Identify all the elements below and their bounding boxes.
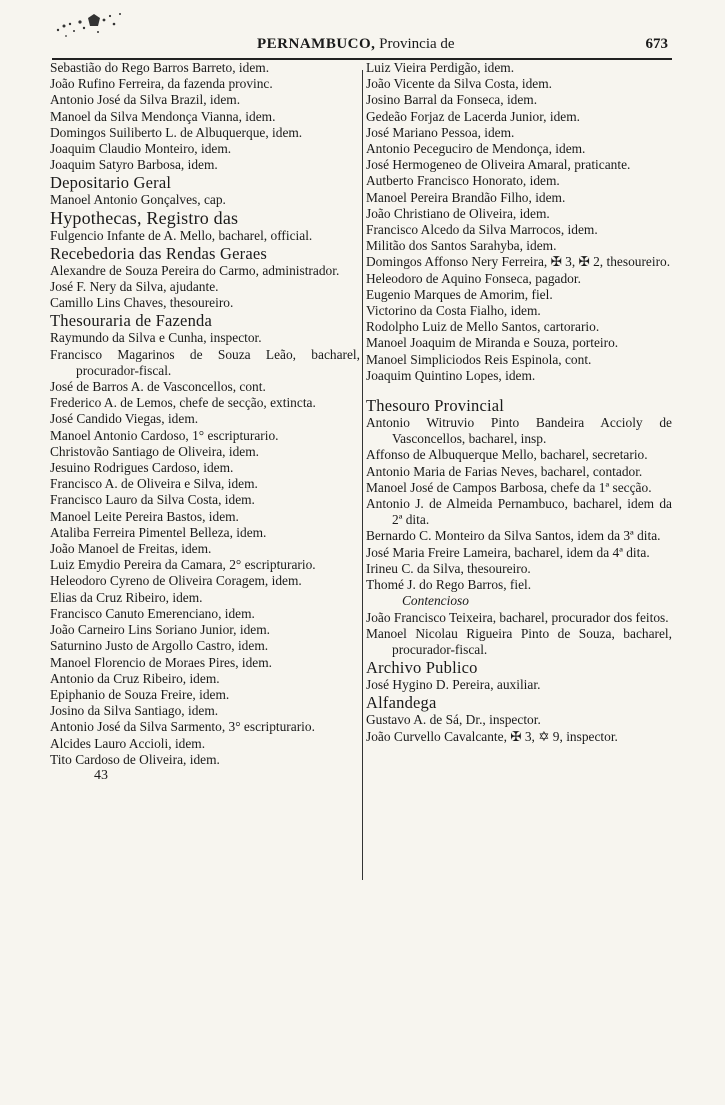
- directory-entry: Domingos Affonso Nery Ferreira, ✠ 3, ✠ 2, thesoureiro.: [366, 254, 671, 270]
- directory-entry: Gustavo A. de Sá, Dr., inspector.: [366, 712, 541, 728]
- directory-entry: Raymundo da Silva e Cunha, inspector.: [50, 330, 262, 346]
- thesouraria-list: [50, 330, 360, 767]
- directory-entry: Antonio Witruvio Pinto Bandeira Accioly de Vasconcellos, bacharel, insp.: [366, 415, 672, 447]
- directory-entry: Eugenio Marques de Amorim, fiel.: [366, 286, 553, 302]
- directory-entry: Francisco Alcedo da Silva Marrocos, idem.: [366, 222, 598, 238]
- directory-entry: José Hermogeneo de Oliveira Amaral, praticante.: [366, 157, 631, 173]
- directory-entry: Bernardo C. Monteiro da Silva Santos, idem da 3ª dita.: [366, 528, 661, 544]
- thesouro-list: [366, 415, 672, 593]
- directory-entry: Sebastião do Rego Barros Barreto, idem.: [50, 60, 270, 75]
- directory-entry: João Carneiro Lins Soriano Junior, idem.: [50, 622, 271, 638]
- directory-entry: Gedeão Forjaz de Lacerda Junior, idem.: [366, 108, 580, 124]
- directory-entry: Manoel Joaquim de Miranda e Souza, porteiro.: [366, 335, 619, 351]
- contencioso-list: [366, 610, 672, 659]
- running-title: [257, 36, 455, 53]
- directory-entry: Manoel Leite Pereira Bastos, idem.: [50, 508, 239, 524]
- section-title-contencioso: Contencioso: [402, 593, 469, 609]
- directory-entry: Affonso de Albuquerque Mello, bacharel, secretario.: [366, 447, 648, 463]
- directory-entry: Antonio Maria de Farias Neves, bacharel, contador.: [366, 463, 643, 479]
- directory-entry: Alexandre de Souza Pereira do Carmo, administrador.: [50, 262, 340, 278]
- depositario-list: [50, 192, 360, 208]
- directory-entry: Manoel Florencio de Moraes Pires, idem.: [50, 654, 273, 670]
- directory-entry: Camillo Lins Chaves, thesoureiro.: [50, 295, 234, 311]
- directory-entry: José Mariano Pessoa, idem.: [366, 124, 515, 140]
- directory-entry: José F. Nery da Silva, ajudante.: [50, 279, 219, 295]
- column-divider: [362, 70, 363, 880]
- directory-entry: Antonio Peceguciro de Mendonça, idem.: [366, 141, 586, 157]
- directory-entry: José Maria Freire Lameira, bacharel, idem da 4ª dita.: [366, 544, 650, 560]
- directory-entry: Francisco Canuto Emerenciano, idem.: [50, 605, 255, 621]
- directory-entry: Manoel Simpliciodos Reis Espinola, cont.: [366, 351, 592, 367]
- directory-entry: Fulgencio Infante de A. Mello, bacharel, official.: [50, 227, 313, 243]
- page-header: [52, 34, 672, 56]
- right-intro-list: [366, 60, 672, 384]
- directory-entry: José Candido Viegas, idem.: [50, 411, 199, 427]
- directory-entry: Jesuino Rodrigues Cardoso, idem.: [50, 460, 234, 476]
- directory-entry: Luiz Emydio Pereira da Camara, 2° escripturario.: [50, 557, 316, 573]
- directory-entry: Elias da Cruz Ribeiro, idem.: [50, 589, 203, 605]
- directory-entry: Joaquim Satyro Barbosa, idem.: [50, 157, 218, 173]
- directory-entry: Francisco Lauro da Silva Costa, idem.: [50, 492, 255, 508]
- alfandega-list: [366, 712, 672, 744]
- section-spacer: [366, 384, 672, 396]
- directory-entry: Manoel Nicolau Rigueira Pinto de Souza, bacharel, procurador-fiscal.: [366, 625, 672, 657]
- left-column: [50, 60, 360, 784]
- directory-entry: Ataliba Ferreira Pimentel Belleza, idem.: [50, 524, 267, 540]
- directory-entry: Tito Cardoso de Oliveira, idem.: [50, 751, 220, 767]
- directory-entry: Militão dos Santos Sarahyba, idem.: [366, 238, 557, 254]
- directory-entry: Manoel Antonio Gonçalves, cap.: [50, 192, 226, 208]
- directory-entry: Rodolpho Luiz de Mello Santos, cartorario.: [366, 319, 600, 335]
- directory-entry: Thomé J. do Rego Barros, fiel.: [366, 577, 532, 593]
- section-title-thesouraria: Thesouraria de Fazenda: [50, 311, 212, 331]
- directory-entry: Francisco Magarinos de Souza Leão, bacharel, procurador-fiscal.: [50, 346, 360, 378]
- directory-entry: Antonio José da Silva Brazil, idem.: [50, 92, 241, 108]
- directory-entry: José Hygino D. Pereira, auxiliar.: [366, 677, 541, 693]
- directory-entry: Antonio José da Silva Sarmento, 3° escripturario.: [50, 719, 315, 735]
- directory-entry: João Manoel de Freitas, idem.: [50, 541, 212, 557]
- directory-entry: João Vicente da Silva Costa, idem.: [366, 76, 553, 92]
- directory-entry: Francisco A. de Oliveira e Silva, idem.: [50, 476, 258, 492]
- section-title-hypothecas: Hypothecas, Registro das: [50, 207, 239, 228]
- directory-entry: Joaquim Quintino Lopes, idem.: [366, 367, 536, 383]
- section-title-depositario: Depositario Geral: [50, 173, 172, 193]
- directory-entry: Domingos Suiliberto L. de Albuquerque, idem.: [50, 124, 303, 140]
- directory-entry: João Rufino Ferreira, da fazenda provinc.: [50, 76, 273, 92]
- section-title-archivo: Archivo Publico: [366, 658, 478, 678]
- directory-entry: Heleodoro Cyreno de Oliveira Coragem, idem.: [50, 573, 302, 589]
- directory-entry: José de Barros A. de Vasconcellos, cont.: [50, 379, 266, 395]
- directory-entry: Heleodoro de Aquino Fonseca, pagador.: [366, 270, 581, 286]
- directory-entry: Manoel da Silva Mendonça Vianna, idem.: [50, 108, 276, 124]
- directory-entry: João Francisco Teixeira, bacharel, procurador dos feitos.: [366, 609, 669, 625]
- section-title-alfandega: Alfandega: [366, 693, 437, 713]
- directory-entry: Luiz Vieira Perdigão, idem.: [366, 60, 515, 75]
- directory-entry: Victorino da Costa Fialho, idem.: [366, 303, 541, 319]
- section-title-recebedoria: Recebedoria das Rendas Geraes: [50, 243, 267, 263]
- directory-entry: Manoel Antonio Cardoso, 1° escripturario.: [50, 427, 279, 443]
- directory-entry: Frederico A. de Lemos, chefe de secção, extincta.: [50, 395, 316, 411]
- directory-entry: João Christiano de Oliveira, idem.: [366, 205, 550, 221]
- left-intro-list: [50, 60, 360, 173]
- directory-entry: Antonio J. de Almeida Pernambuco, bacharel, idem da 2ª dita.: [366, 496, 672, 528]
- directory-entry: Autberto Francisco Honorato, idem.: [366, 173, 560, 189]
- running-title-rest: Provincia de: [379, 36, 455, 52]
- directory-entry: Joaquim Claudio Monteiro, idem.: [50, 141, 232, 157]
- directory-entry: João Curvello Cavalcante, ✠ 3, ✡ 9, inspector.: [366, 728, 618, 744]
- directory-entry: Irineu C. da Silva, thesoureiro.: [366, 560, 531, 576]
- archivo-list: [366, 677, 672, 693]
- running-title-province: PERNAMBUCO,: [257, 36, 376, 52]
- section-title-thesouro: Thesouro Provincial: [366, 396, 505, 416]
- page-number: 673: [645, 36, 668, 52]
- signature-number: 43: [94, 767, 108, 783]
- right-column: [366, 60, 672, 745]
- directory-entry: Saturnino Justo de Argollo Castro, idem.: [50, 638, 269, 654]
- directory-entry: Antonio da Cruz Ribeiro, idem.: [50, 670, 220, 686]
- directory-entry: Josino Barral da Fonseca, idem.: [366, 92, 538, 108]
- directory-entry: Josino da Silva Santiago, idem.: [50, 703, 219, 719]
- directory-entry: Manoel Pereira Brandão Filho, idem.: [366, 189, 566, 205]
- directory-entry: Epiphanio de Souza Freire, idem.: [50, 686, 230, 702]
- hypothecas-list: [50, 228, 360, 244]
- recebedoria-list: [50, 263, 360, 312]
- directory-entry: Alcides Lauro Accioli, idem.: [50, 735, 206, 751]
- directory-entry: Christovão Santiago de Oliveira, idem.: [50, 443, 259, 459]
- directory-entry: Manoel José de Campos Barbosa, chefe da 1ª secção.: [366, 479, 652, 495]
